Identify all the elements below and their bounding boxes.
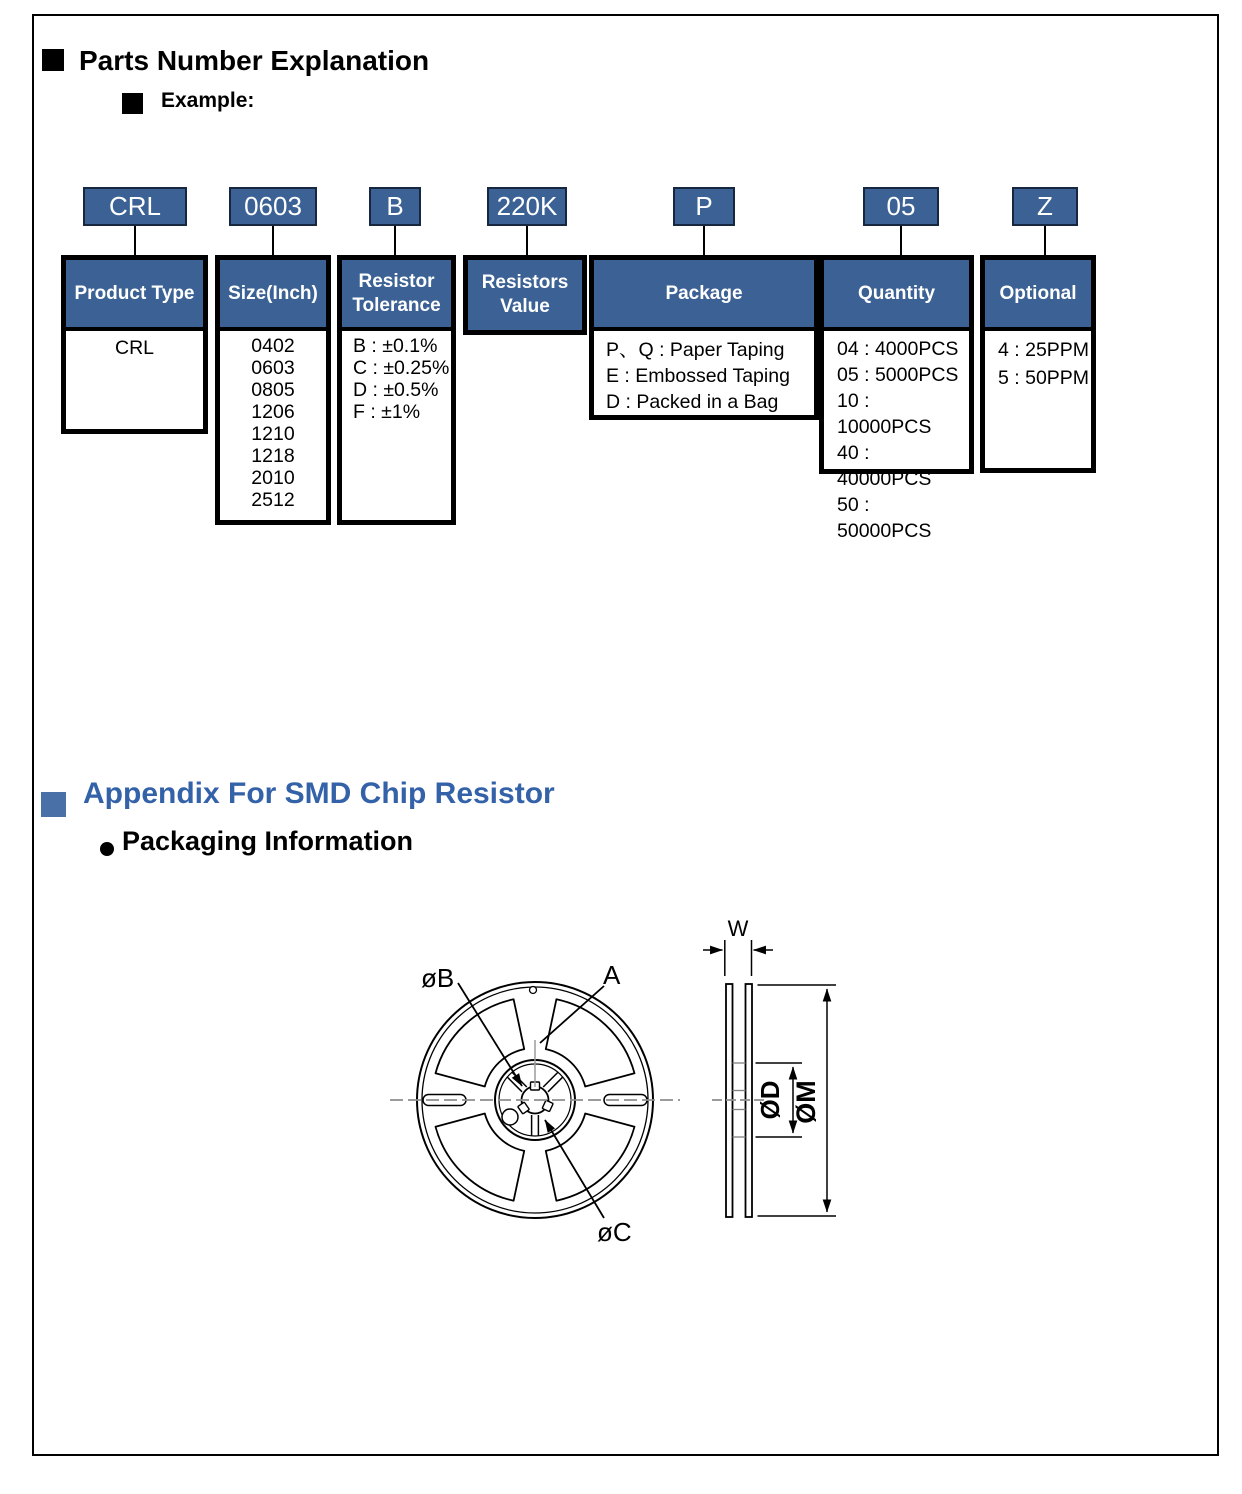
list-item: C : ±0.25% xyxy=(353,357,450,379)
list-item: 05 : 5000PCS xyxy=(837,364,959,386)
index-hole xyxy=(530,987,537,994)
category-box-size xyxy=(215,255,331,525)
category-box-tolerance xyxy=(337,255,456,525)
category-header: Resistors Value xyxy=(468,260,582,330)
category-box-package xyxy=(589,255,819,420)
list-item: D : Packed in a Bag xyxy=(606,391,779,413)
label-phi-c: øC xyxy=(597,1217,632,1247)
category-header: Resistor Tolerance xyxy=(342,260,451,331)
part-code-size: 0603 xyxy=(229,187,317,226)
list-item: 10 : 10000PCS xyxy=(837,390,932,438)
part-code-tolerance: B xyxy=(369,187,421,226)
reel-side-view xyxy=(703,916,836,1217)
reel-front-view xyxy=(390,960,680,1247)
category-header: Size(Inch) xyxy=(220,260,326,331)
label-a: A xyxy=(603,960,621,990)
connector-line xyxy=(134,226,136,256)
example-label: Example: xyxy=(161,89,255,112)
part-code-value: 220K xyxy=(487,187,567,226)
part-code-optional: Z xyxy=(1012,187,1078,226)
category-items xyxy=(594,331,814,415)
square-bullet-icon xyxy=(122,93,143,114)
category-header: Package xyxy=(594,260,814,331)
category-box-optional xyxy=(980,255,1096,473)
packaging-title: Packaging Information xyxy=(122,826,414,856)
list-item: E : Embossed Taping xyxy=(606,365,790,387)
category-header: Product Type xyxy=(66,260,203,331)
label-w: W xyxy=(727,916,749,941)
connector-line xyxy=(526,226,528,256)
category-items xyxy=(824,331,969,544)
category-box-value xyxy=(463,255,587,335)
list-item: 1210 xyxy=(251,423,295,445)
category-header: Optional xyxy=(985,260,1091,331)
category-items xyxy=(985,331,1091,392)
connector-line xyxy=(1044,226,1046,256)
connector-line xyxy=(272,226,274,256)
hub-hole xyxy=(502,1109,518,1125)
list-item: 4 : 25PPM xyxy=(998,339,1090,361)
list-item: 50 : 50000PCS xyxy=(837,494,932,542)
connector-line xyxy=(900,226,902,256)
list-item: F : ±1% xyxy=(353,401,421,423)
section-title-parts-number: Parts Number Explanation xyxy=(79,45,430,76)
square-bullet-blue-icon xyxy=(41,792,66,817)
appendix-title: Appendix For SMD Chip Resistor xyxy=(83,777,555,810)
label-phi-m: ØM xyxy=(791,1080,821,1124)
list-item: 04 : 4000PCS xyxy=(837,338,959,360)
list-item: 2512 xyxy=(251,489,295,511)
category-box-product-type xyxy=(61,255,208,434)
part-code-quantity: 05 xyxy=(863,187,939,226)
part-code-product-type: CRL xyxy=(83,187,187,226)
list-item: 1206 xyxy=(251,401,295,423)
list-item: 0402 xyxy=(251,335,295,357)
reel-diagram xyxy=(330,895,890,1265)
list-item: 40 : 40000PCS xyxy=(837,442,932,490)
list-item: 2010 xyxy=(251,467,295,489)
list-item: 1218 xyxy=(251,445,295,467)
list-item: CRL xyxy=(114,337,154,359)
category-header: Quantity xyxy=(824,260,969,331)
part-code-package: P xyxy=(673,187,735,226)
category-box-quantity xyxy=(819,255,974,542)
list-item: D : ±0.5% xyxy=(353,379,439,401)
label-phi-d: ØD xyxy=(755,1080,785,1120)
connector-line xyxy=(703,226,705,256)
category-items xyxy=(342,331,451,423)
list-item: B : ±0.1% xyxy=(353,335,438,357)
connector-line xyxy=(394,226,396,256)
list-item: 0603 xyxy=(251,357,295,379)
list-item: P、Q : Paper Taping xyxy=(606,339,785,361)
list-item: 5 : 50PPM xyxy=(998,367,1090,389)
square-bullet-icon xyxy=(42,49,64,71)
circle-bullet-icon xyxy=(100,842,114,856)
category-items xyxy=(66,331,203,360)
label-phi-b: øB xyxy=(421,963,455,993)
category-items xyxy=(220,331,326,511)
list-item: 0805 xyxy=(251,379,295,401)
